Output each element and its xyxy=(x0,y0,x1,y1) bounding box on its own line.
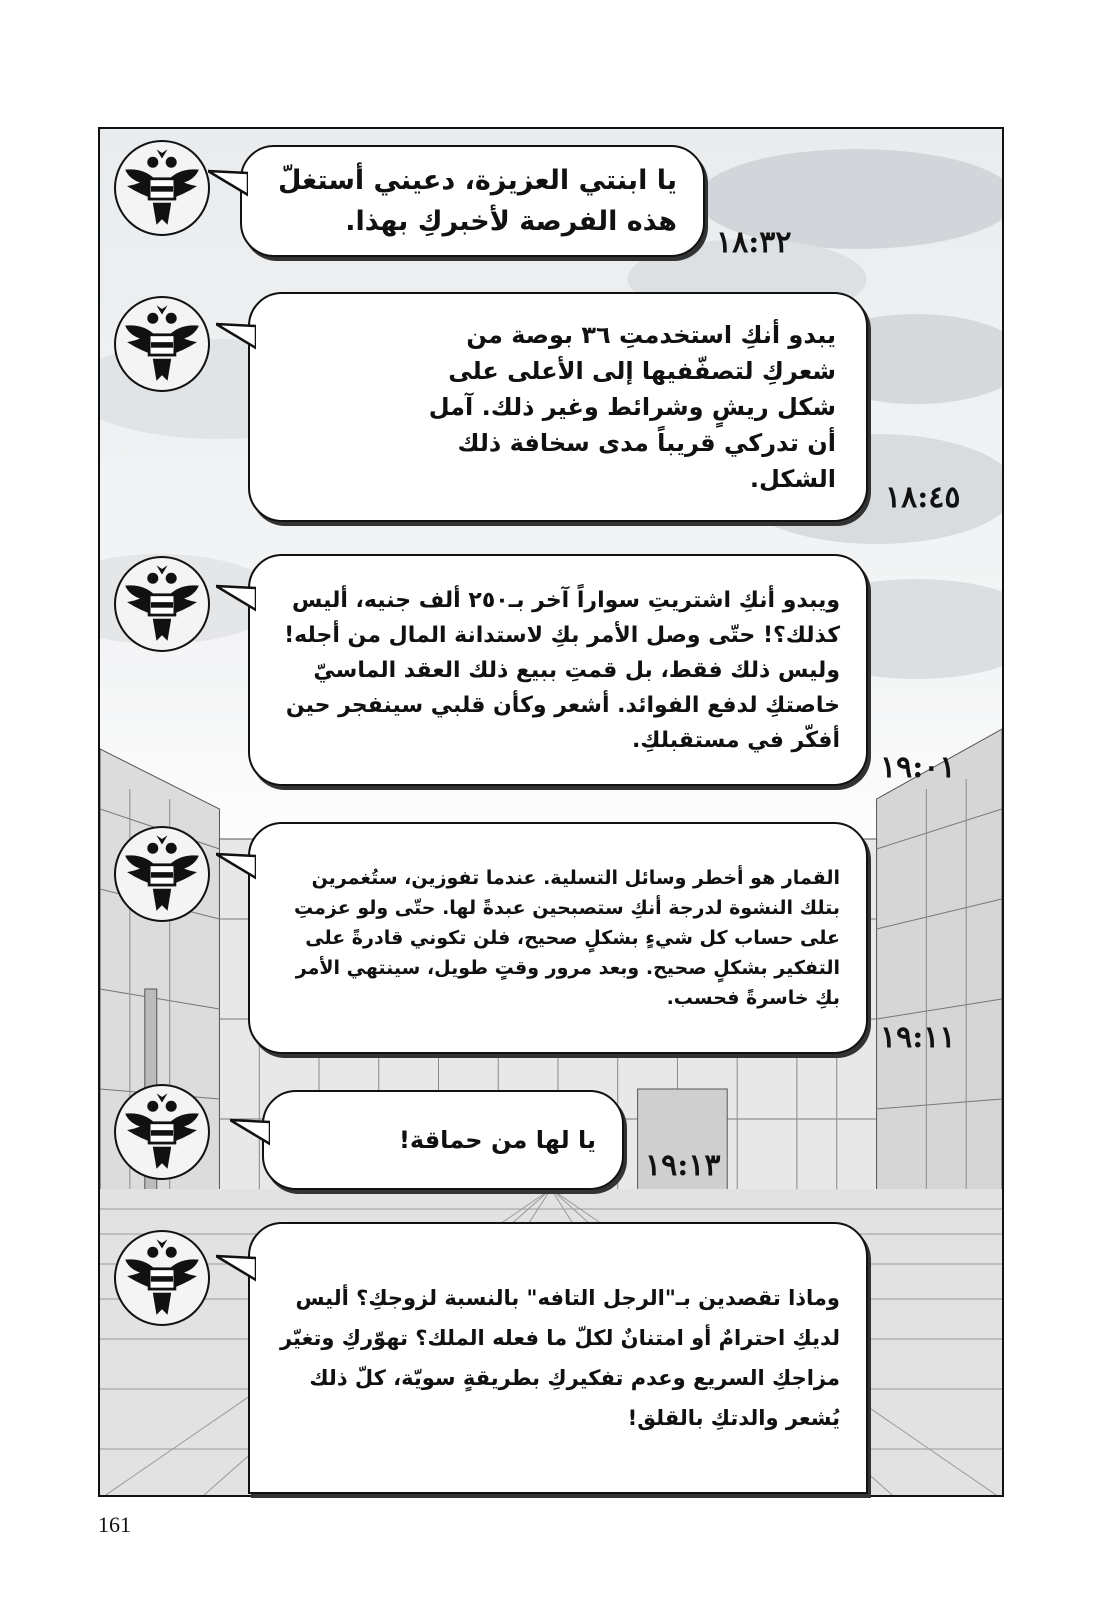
message-timestamp: ١٨:٣٢ xyxy=(716,225,792,260)
bubble-tail xyxy=(216,584,256,614)
message-bubble xyxy=(248,554,868,786)
message-bubble xyxy=(248,822,868,1054)
double-headed-eagle-icon xyxy=(116,1086,208,1178)
eagle-crest-avatar xyxy=(114,296,210,392)
eagle-crest-avatar xyxy=(114,140,210,236)
double-headed-eagle-icon xyxy=(116,298,208,390)
double-headed-eagle-icon xyxy=(116,1232,208,1324)
eagle-crest-avatar xyxy=(114,826,210,922)
message-text: ويبدو أنكِ اشتريتِ سواراً آخر بـ٢٥٠ ألف جنيه، أليس كذلك؟! حتّى وصل الأمر بكِ لاستدانة المال من أجله! وليس ذلك فقط، بل قمتِ ببيع ذلك العقد الماسيّ خاصتكِ لدفع الفوائد. أشعر وكأن قلبي سينفجر حين أفكّر في مستقبلكِ. xyxy=(284,587,840,753)
double-headed-eagle-icon xyxy=(116,558,208,650)
message-bubble xyxy=(240,145,705,257)
bubble-tail xyxy=(216,1254,256,1284)
double-headed-eagle-icon xyxy=(116,142,208,234)
bubble-tail xyxy=(208,169,248,199)
message-timestamp: ١٩:١٣ xyxy=(645,1148,721,1183)
message-timestamp: ١٩:١١ xyxy=(880,1020,956,1055)
message-text: القمار هو أخطر وسائل التسلية. عندما تفوزين، ستُغمرين بتلك النشوة لدرجة أنكِ ستصبحين عبدةً لها. حتّى ولو عزمتِ على حساب كل شيءٍ بشكلٍ صحيح، فلن تكوني قادرةً على التفكير بشكلٍ صحيح. وبعد مرور وقتٍ طويل، سينتهي الأمر بكِ خاسرةً فحسب. xyxy=(294,867,840,1009)
page-number: 161 xyxy=(98,1512,131,1537)
message-bubble xyxy=(248,1222,868,1494)
double-headed-eagle-icon xyxy=(116,828,208,920)
eagle-crest-avatar xyxy=(114,1084,210,1180)
message-bubble xyxy=(248,292,868,522)
message-timestamp: ١٨:٤٥ xyxy=(885,480,961,515)
message-text: وماذا تقصدين بـ"الرجل التافه" بالنسبة لزوجكِ؟ أليس لديكِ احترامٌ أو امتنانٌ لكلّ ما فعله الملك؟ تهوّركِ وتغيّر مزاجكِ السريع وعدم تفكيركِ بطريقةٍ سويّة، كلّ ذلك يُشعر والدتكِ بالقلق! xyxy=(279,1286,840,1430)
message-timestamp: ١٩:٠١ xyxy=(880,750,956,785)
message-text: يا ابنتي العزيزة، دعيني أستغلّ هذه الفرصة لأخبركِ بهذا. xyxy=(277,165,677,237)
eagle-crest-avatar xyxy=(114,556,210,652)
bubble-tail xyxy=(230,1118,270,1148)
eagle-crest-avatar xyxy=(114,1230,210,1326)
bubble-tail xyxy=(216,852,256,882)
message-text: يبدو أنكِ استخدمتِ ٣٦ بوصة من شعركِ لتصفّفيها إلى الأعلى على شكل ريشٍ وشرائط وغير ذلك. آمل أن تدركي قريباً مدى سخافة ذلك الشكل. xyxy=(428,321,836,493)
bubble-tail xyxy=(216,322,256,352)
message-text: يا لها من حماقة! xyxy=(398,1126,596,1154)
message-bubble xyxy=(262,1090,624,1190)
